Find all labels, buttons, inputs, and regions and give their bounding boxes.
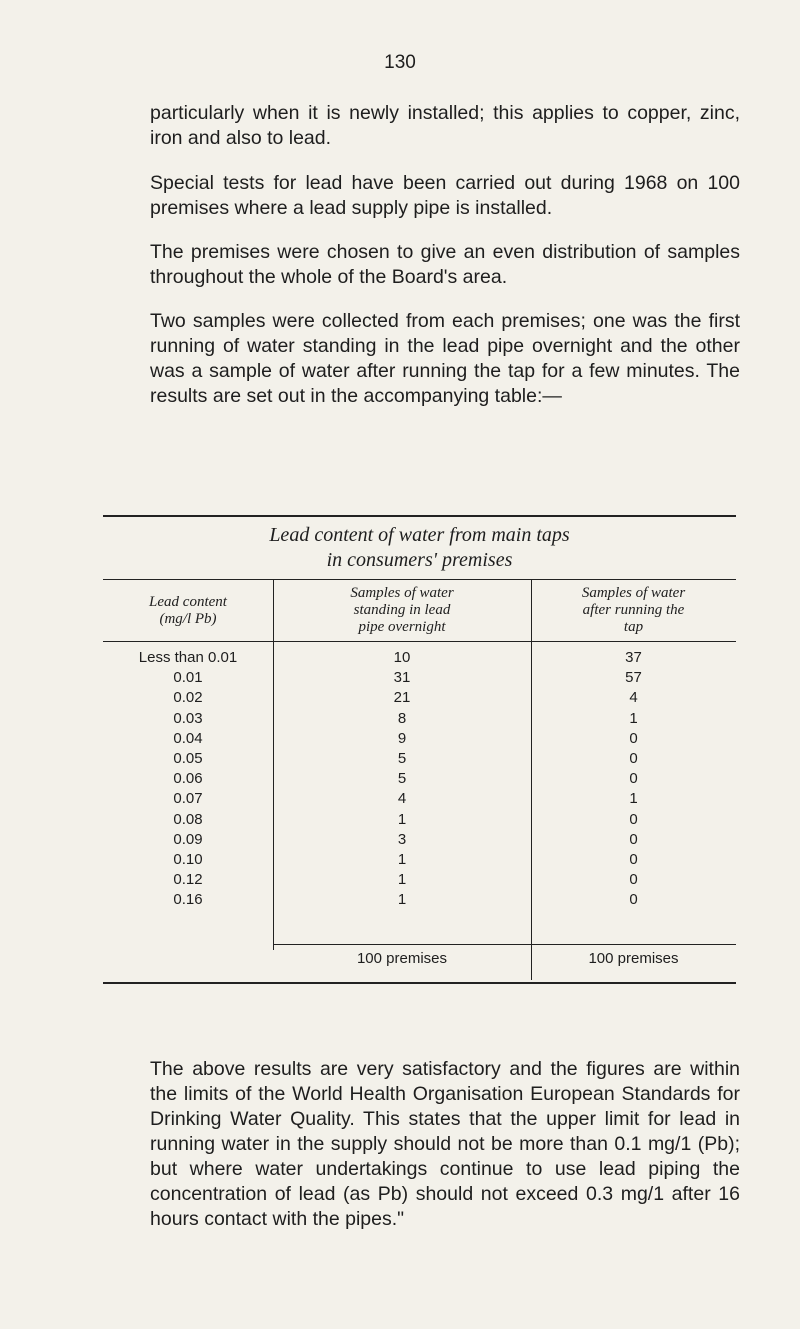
table-row: 0.06 5 0 [173,770,638,788]
header-overnight: Samples of water standing in lead pipe overnight [350,585,454,635]
total-after-running: 100 premises [588,950,679,967]
lead-content-table [103,515,736,984]
table-row: 0.12 1 0 [173,871,638,889]
header-bottom-rule [103,641,736,642]
paragraph-3: The premises were chosen to give an even distribution of samples throughout the whole of the Board's area. [150,241,740,288]
paragraph-1: particularly when it is newly installed; this applies to copper, zinc, iron and also to lead. [150,102,740,149]
totals-rule [273,944,736,945]
table-title [103,523,736,573]
header-lead-content: Lead content (mg/l Pb) [149,594,227,627]
table-row: 0.03 8 1 [173,709,638,727]
table-title-line2: in consumers' premises [326,549,513,571]
table-row: 0.08 1 0 [173,810,638,828]
table-row: 0.04 9 0 [173,729,638,747]
closing-paragraph: The above results are very satisfactory and the figures are within the limits of the World Health Organisation European Standards for Drinking Water Quality. This states that the upper limit for lead in running water in the supply should not be more than 0.1 mg/1 (Pb); but where water undertakings continue to use lead piping the concentration of lead (as Pb) should not exceed 0.3 mg/1 after 16 hours contact with the pipes." [150,1058,740,1230]
table-row: 0.01 31 57 [173,669,642,687]
table-row: 0.02 21 4 [173,689,638,707]
header-after-running: Samples of water after running the tap [581,585,686,635]
table-row: 0.10 1 0 [173,850,638,868]
header-top-rule [103,579,736,580]
table-row: 0.07 4 1 [173,790,638,808]
table-row: Less than 0.01 10 37 [138,649,642,666]
table-row: 0.09 3 0 [173,830,638,848]
paragraph-2: Special tests for lead have been carried out during 1968 on 100 premises where a lead supply pipe is installed. [150,172,740,219]
table-row: 0.05 5 0 [173,749,638,767]
table-body [103,648,736,910]
paragraph-4: Two samples were collected from each premises; one was the first running of water standing in the lead pipe overnight and the other was a sample of water after running the tap for a few minutes. The results are set out in the accompanying table:— [150,310,740,407]
page-number: 130 [384,52,416,73]
table-title-line1: Lead content of water from main taps [269,524,570,546]
total-overnight: 100 premises [356,950,448,967]
table-row: 0.16 1 0 [173,891,638,909]
